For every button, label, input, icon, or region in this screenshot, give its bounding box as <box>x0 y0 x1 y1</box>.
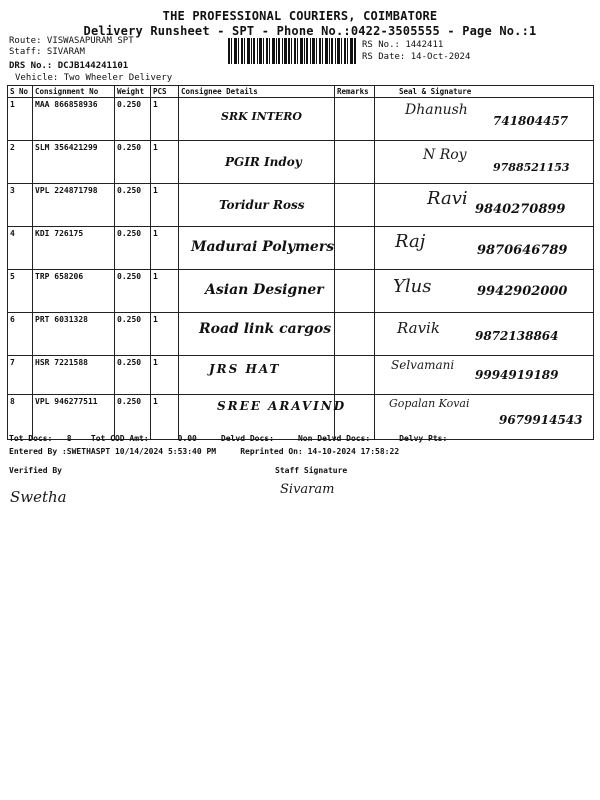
cell-pcs: 1 <box>151 227 179 270</box>
cell-pcs: 1 <box>151 270 179 313</box>
phone-handwriting: 9788521153 <box>493 161 570 174</box>
route-label: Route: VISWASAPURAM SPT <box>9 36 134 46</box>
cell-sno: 4 <box>8 227 33 270</box>
table-row <box>8 270 594 313</box>
table-header-row <box>8 86 594 98</box>
cell-weight: 0.250 <box>115 313 151 356</box>
cell-pcs: 1 <box>151 184 179 227</box>
consignee-handwriting: Road link cargos <box>199 321 332 337</box>
staff-signature-mark: Sivaram <box>280 482 335 497</box>
consignee-handwriting: SRK INTERO <box>221 110 302 123</box>
phone-handwriting: 9679914543 <box>499 413 583 427</box>
phone-handwriting: 741804457 <box>493 114 569 128</box>
cell-signature <box>375 98 594 141</box>
cell-signature <box>375 227 594 270</box>
rs-date: RS Date: 14-Oct-2024 <box>362 52 471 62</box>
cell-consignee <box>179 356 335 395</box>
entered-by-line: Entered By :SWETHASPT 10/14/2024 5:53:40 PM Reprinted On: 14-10-2024 17:58:22 <box>9 447 400 456</box>
cell-consignment: SLM 356421299 <box>33 141 115 184</box>
col-consignee: Consignee Details <box>179 86 335 98</box>
signature-mark: Selvamani <box>391 358 455 372</box>
table-row <box>8 184 594 227</box>
cell-sno: 2 <box>8 141 33 184</box>
cell-remarks <box>335 270 375 313</box>
cell-weight: 0.250 <box>115 184 151 227</box>
cell-consignment: HSR 7221588 <box>33 356 115 395</box>
table-row <box>8 313 594 356</box>
page-title: THE PROFESSIONAL COURIERS, COIMBATORE <box>162 9 438 23</box>
cell-remarks <box>335 313 375 356</box>
cell-consignee <box>179 184 335 227</box>
signature-mark: Dhanush <box>405 102 468 118</box>
signature-mark: Raj <box>395 231 426 252</box>
cell-signature <box>375 270 594 313</box>
cell-consignee <box>179 141 335 184</box>
cell-consignment: TRP 658206 <box>33 270 115 313</box>
consignee-handwriting: SREE ARAVIND <box>217 399 347 413</box>
cell-pcs: 1 <box>151 313 179 356</box>
cell-pcs: 1 <box>151 356 179 395</box>
signature-mark: Gopalan Kovai <box>389 397 470 410</box>
cell-consignment: PRT 6031328 <box>33 313 115 356</box>
cell-consignee <box>179 98 335 141</box>
staff-signature-label: Staff Signature <box>275 466 348 475</box>
cell-remarks <box>335 227 375 270</box>
verified-signature: Swetha <box>10 488 67 506</box>
barcode <box>228 38 356 64</box>
consignee-handwriting: JRS HAT <box>209 362 281 376</box>
cell-pcs: 1 <box>151 395 179 440</box>
consignee-handwriting: Toridur Ross <box>219 198 305 212</box>
consignee-handwriting: PGIR Indoy <box>225 155 302 169</box>
cell-sno: 1 <box>8 98 33 141</box>
rs-number: RS No.: 1442411 <box>362 40 444 50</box>
cell-sno: 3 <box>8 184 33 227</box>
cell-pcs: 1 <box>151 98 179 141</box>
cell-remarks <box>335 356 375 395</box>
cell-weight: 0.250 <box>115 227 151 270</box>
cell-weight: 0.250 <box>115 270 151 313</box>
cell-signature <box>375 356 594 395</box>
cell-weight: 0.250 <box>115 98 151 141</box>
phone-handwriting: 9872138864 <box>475 329 559 343</box>
cell-signature <box>375 395 594 440</box>
phone-handwriting: 9994919189 <box>475 368 559 382</box>
drs-number: DRS No.: DCJB144241101 <box>9 61 129 71</box>
cell-sno: 8 <box>8 395 33 440</box>
cell-weight: 0.250 <box>115 356 151 395</box>
col-weight: Weight <box>115 86 151 98</box>
cell-remarks <box>335 98 375 141</box>
signature-mark: Ylus <box>393 276 432 297</box>
table-row <box>8 356 594 395</box>
consignee-handwriting: Madurai Polymers <box>191 239 335 255</box>
cell-signature <box>375 184 594 227</box>
cell-consignee <box>179 395 347 440</box>
cell-consignment: VPL 946277511 <box>33 395 115 440</box>
cell-consignee <box>179 313 335 356</box>
col-pcs: PCS <box>151 86 179 98</box>
page-subtitle: Delivery Runsheet - SPT - Phone No.:0422-3505555 - Page No.:1 <box>83 24 537 38</box>
table-row <box>8 141 594 184</box>
signature-mark: N Roy <box>423 147 467 163</box>
col-sno: S No <box>8 86 33 98</box>
cell-consignment: KDI 726175 <box>33 227 115 270</box>
table-row <box>8 395 594 440</box>
cell-signature <box>375 141 594 184</box>
cell-consignment: MAA 866858936 <box>33 98 115 141</box>
col-seal-signature: Seal & Signature <box>375 86 594 98</box>
cell-consignment: VPL 224871798 <box>33 184 115 227</box>
cell-consignee <box>179 270 335 313</box>
signature-mark: Ravik <box>397 319 440 337</box>
phone-handwriting: 9840270899 <box>475 202 566 217</box>
cell-sno: 7 <box>8 356 33 395</box>
signature-mark: Ravi <box>427 188 468 209</box>
cell-sno: 6 <box>8 313 33 356</box>
cell-sno: 5 <box>8 270 33 313</box>
cell-remarks <box>335 184 375 227</box>
phone-handwriting: 9942902000 <box>477 284 568 299</box>
cell-weight: 0.250 <box>115 395 151 440</box>
totals-line: Tot Docs: 8 Tot COD Amt: 0.00 Delvd Docs: Non Delvd Docs: Delvy Pts: <box>9 434 448 443</box>
cell-consignee <box>179 227 335 270</box>
cell-pcs: 1 <box>151 141 179 184</box>
staff-label: Staff: SIVARAM <box>9 47 85 57</box>
cell-remarks <box>335 141 375 184</box>
verified-by-label: Verified By <box>9 466 62 475</box>
vehicle-label: Vehicle: Two Wheeler Delivery <box>15 73 173 83</box>
cell-weight: 0.250 <box>115 141 151 184</box>
runsheet-table <box>7 85 594 440</box>
phone-handwriting: 9870646789 <box>477 243 568 258</box>
cell-signature <box>375 313 594 356</box>
col-remarks: Remarks <box>335 86 375 98</box>
table-row <box>8 98 594 141</box>
table-row <box>8 227 594 270</box>
consignee-handwriting: Asian Designer <box>205 282 324 298</box>
col-consignment: Consignment No <box>33 86 115 98</box>
